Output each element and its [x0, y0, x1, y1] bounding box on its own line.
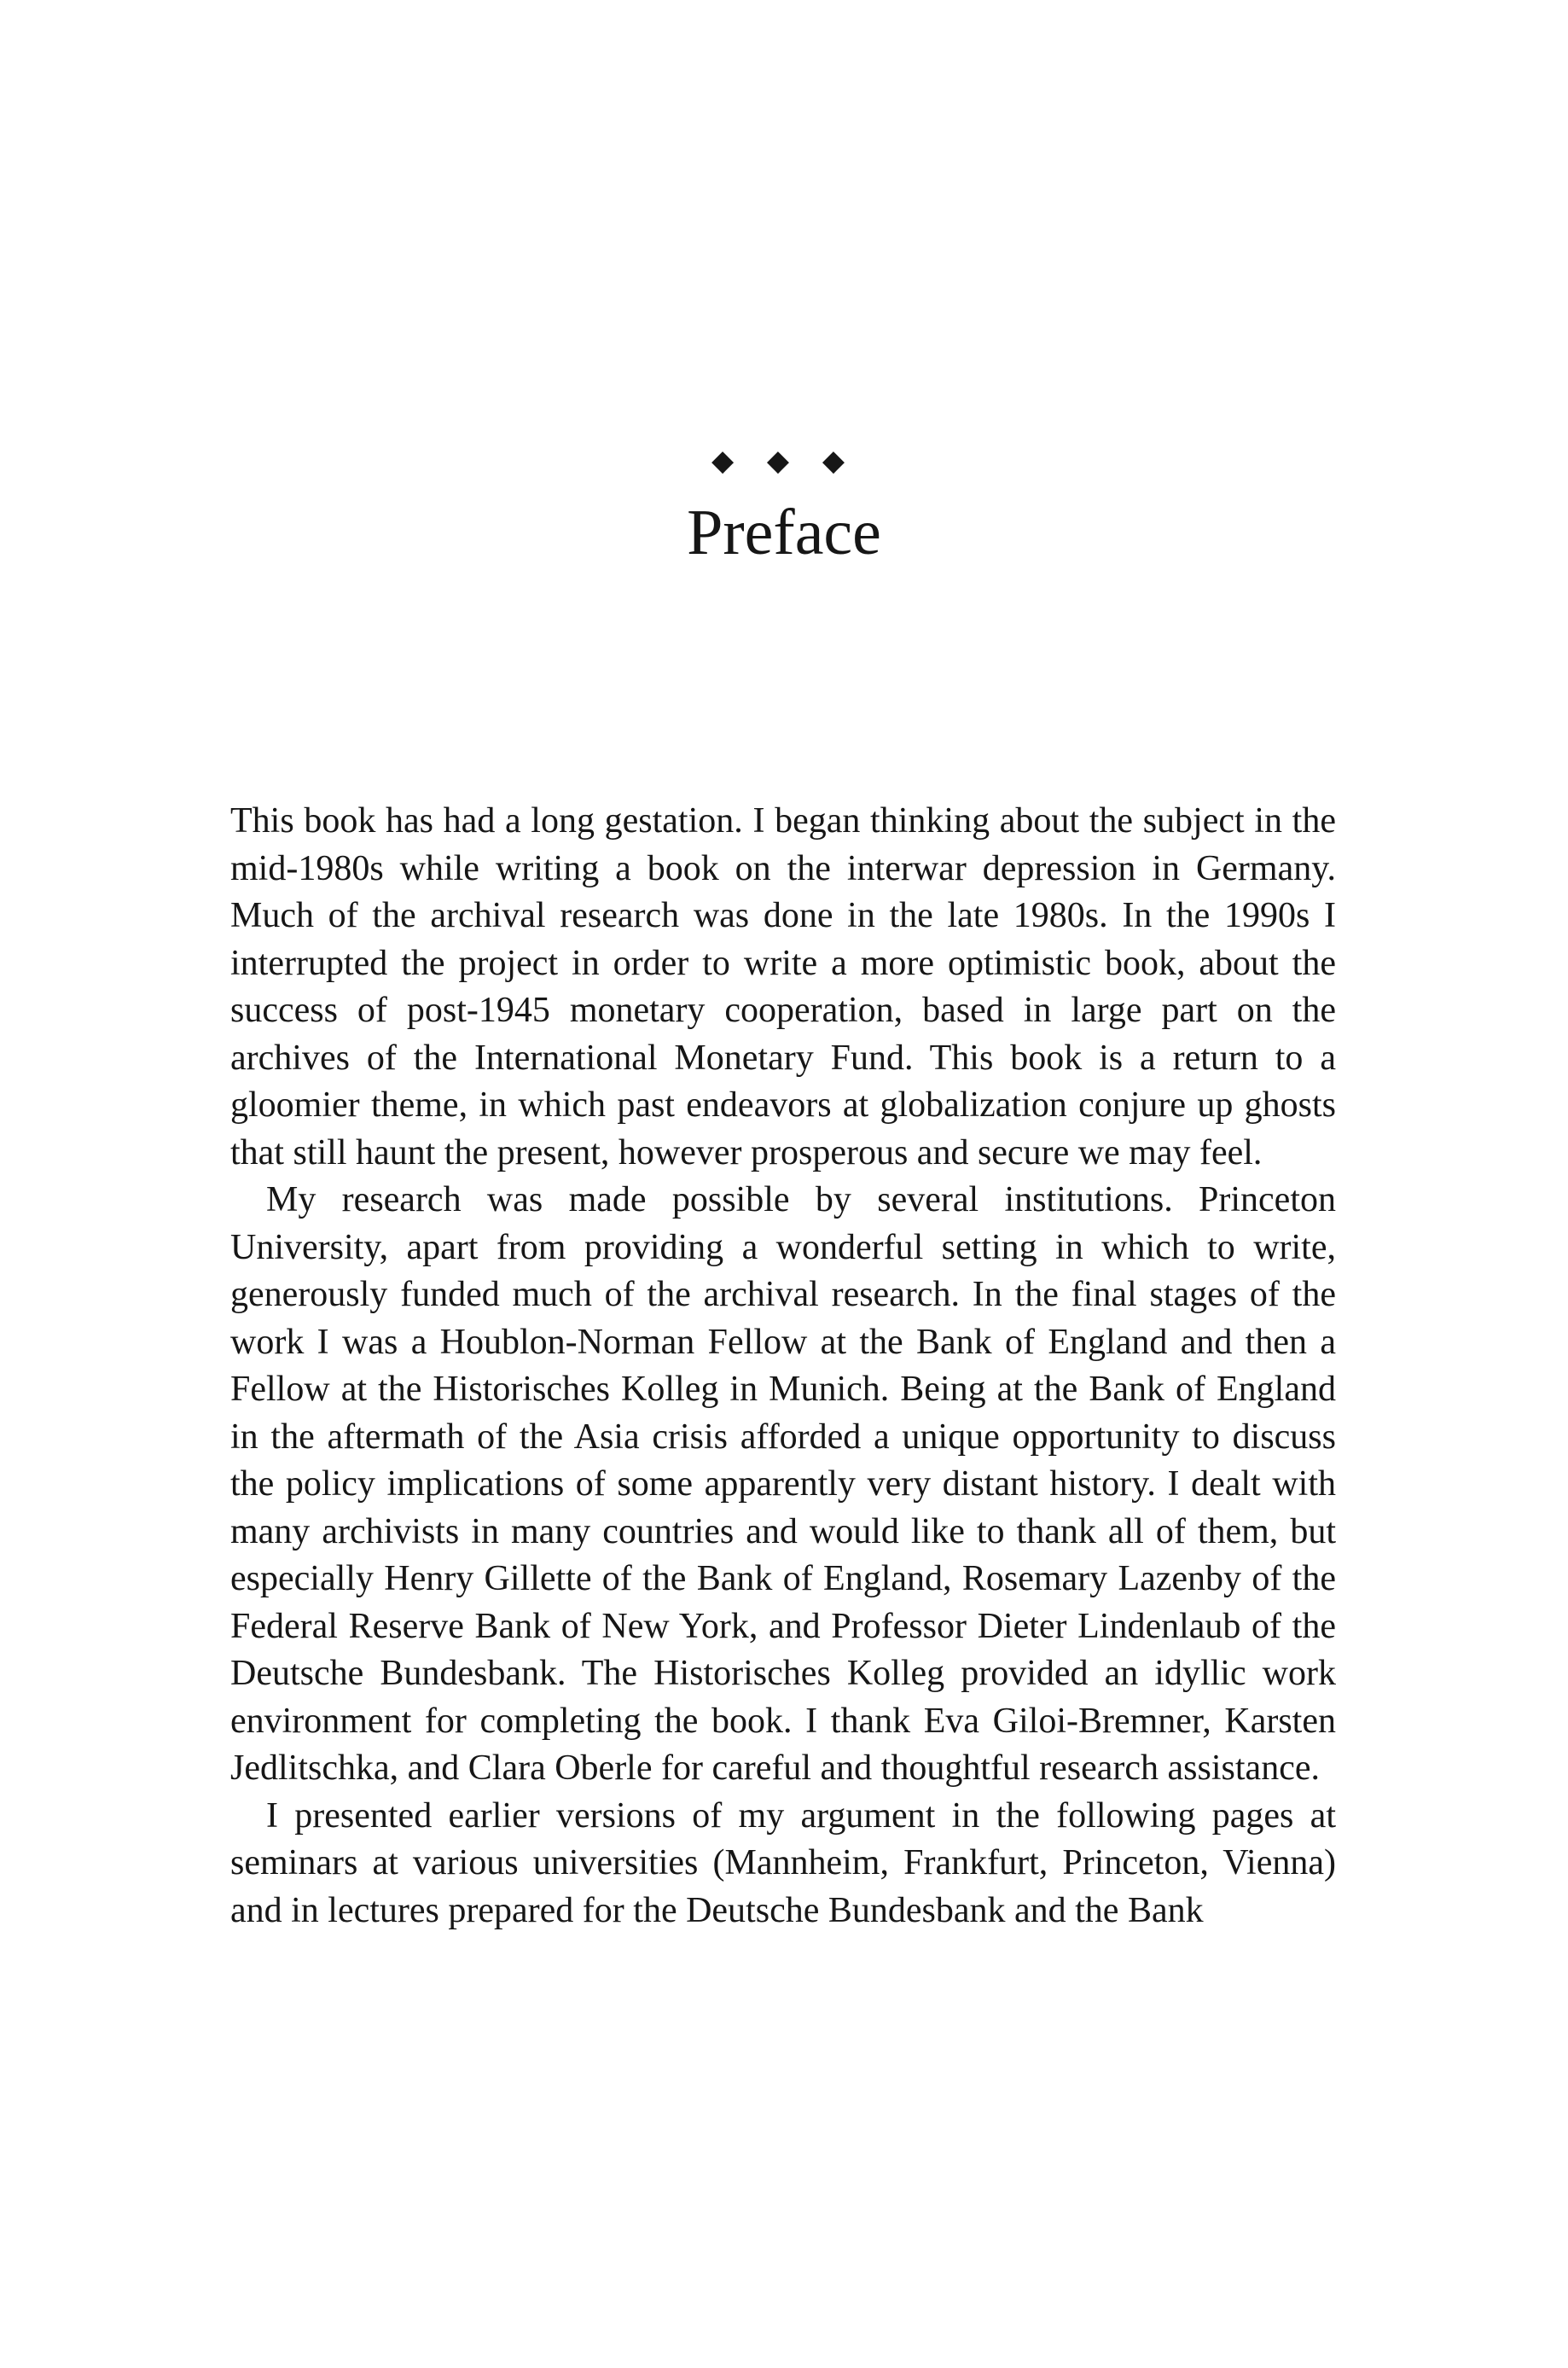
section-ornament: ◆ ◆ ◆: [711, 444, 857, 478]
page-title: Preface: [687, 497, 881, 568]
paragraph-1: This book has had a long gestation. I began thinking about the subject in the mid-1980s while writing a book on the interwar depression in Germany. Much of the archival research was done in the late 1980s. In the 1990s I interrupted the project in order to write a more optimistic book, about the success of post-1945 monetary cooperation, based in large part on the archives of the International Monetary Fund. This book is a return to a gloomier theme, in which past endeavors at globalization conjure up ghosts that still haunt the present, however prosperous and secure we may feel.: [230, 801, 1336, 1172]
preface-body: [230, 798, 1336, 1935]
paragraph-3: I presented earlier versions of my argument in the following pages at seminars at various universities (Mannheim, Frankfurt, Princeton, Vienna) and in lectures prepared for the Deutsche Bundesbank and the Bank: [230, 1795, 1336, 1930]
paragraph-2: My research was made possible by several institutions. Princeton University, apart from providing a wonderful setting in which to write, generously funded much of the archival research. In the final stages of the work I was a Houblon-Norman Fellow at the Bank of England and then a Fellow at the Historisches Kolleg in Munich. Being at the Bank of England in the aftermath of the Asia crisis afforded a unique opportunity to discuss the policy implications of some apparently very distant history. I dealt with many archivists in many countries and would like to thank all of them, but especially Henry Gillette of the Bank of England, Rosemary Lazenby of the Federal Reserve Bank of New York, and Professor Dieter Lindenlaub of the Deutsche Bundesbank. The Historisches Kolleg provided an idyllic work environment for completing the book. I thank Eva Giloi-Bremner, Karsten Jedlitschka, and Clara Oberle for careful and thoughtful research assistance.: [230, 1180, 1336, 1788]
